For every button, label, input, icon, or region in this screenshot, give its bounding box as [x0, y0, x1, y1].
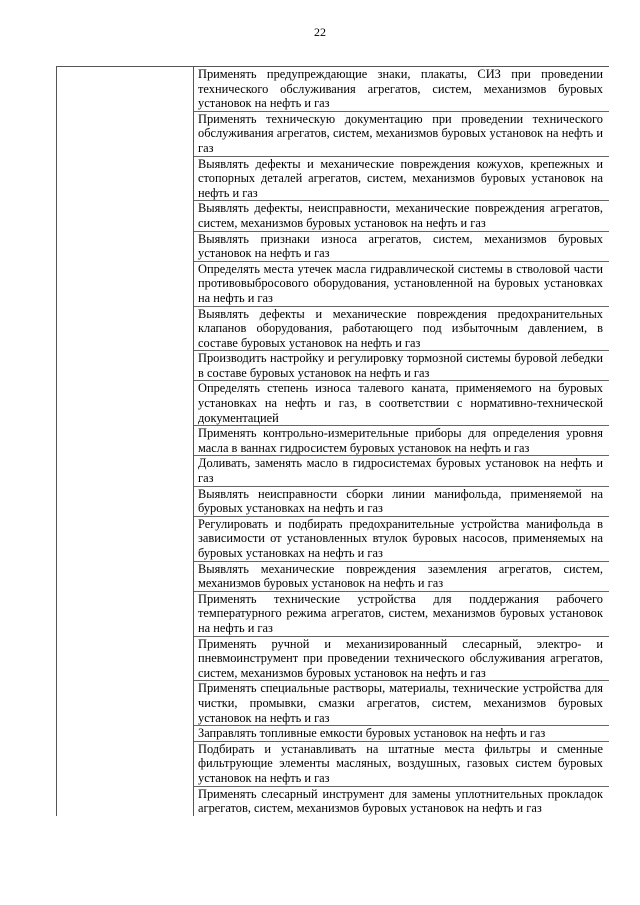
table-row: Выявлять дефекты и механические повреждения кожухов, крепежных и стопорных деталей агрегатов, систем, механизмов буровых установок на нефть и газ: [194, 157, 609, 202]
table-row: Применять специальные растворы, материалы, технические устройства для чистки, промывки, смазки агрегатов, систем, механизмов буровых установок на нефть и газ: [194, 681, 609, 726]
table-row: Выявлять дефекты и механические повреждения предохранительных клапанов оборудования, работающего под избыточным давлением, в составе буровых установок на нефть и газ: [194, 307, 609, 352]
table-row: Применять контрольно-измерительные приборы для определения уровня масла в ваннах гидросистем буровых установок на нефть и газ: [194, 426, 609, 456]
skills-table: [56, 66, 609, 816]
table-row: Применять ручной и механизированный слесарный, электро- и пневмоинструмент при проведении технического обслуживания агрегатов, систем, механизмов буровых установок на нефть и газ: [194, 637, 609, 682]
table-right-column: [194, 67, 609, 816]
table-row: Производить настройку и регулировку тормозной системы буровой лебедки в составе буровых установок на нефть и газ: [194, 351, 609, 381]
table-row: Выявлять неисправности сборки линии манифольда, применяемой на буровых установках на нефть и газ: [194, 487, 609, 517]
table-row: Определять степень износа талевого каната, применяемого на буровых установках на нефть и газ, в соответствии с нормативно-технической документацией: [194, 381, 609, 426]
table-row: Доливать, заменять масло в гидросистемах буровых установок на нефть и газ: [194, 456, 609, 486]
table-row: Применять техническую документацию при проведении технического обслуживания агрегатов, систем, механизмов буровых установок на нефть и газ: [194, 112, 609, 157]
table-row: Выявлять дефекты, неисправности, механические повреждения агрегатов, систем, механизмов буровых установок на нефть и газ: [194, 201, 609, 231]
table-row: Применять технические устройства для поддержания рабочего температурного режима агрегатов, систем, механизмов буровых установок на нефть и газ: [194, 592, 609, 637]
table-row: Выявлять механические повреждения заземления агрегатов, систем, механизмов буровых установок на нефть и газ: [194, 562, 609, 592]
table-row: Применять предупреждающие знаки, плакаты, СИЗ при проведении технического обслуживания агрегатов, систем, механизмов буровых установок на нефть и газ: [194, 67, 609, 112]
table-row: Применять слесарный инструмент для замены уплотнительных прокладок агрегатов, систем, механизмов буровых установок на нефть и газ: [198, 786, 603, 816]
page-number: 22: [314, 25, 326, 39]
table-row: Выявлять признаки износа агрегатов, систем, механизмов буровых установок на нефть и газ: [194, 232, 609, 262]
table-row: Заправлять топливные емкости буровых установок на нефть и газ: [194, 726, 609, 742]
table-row: Определять места утечек масла гидравлической системы в стволовой части противовыбросового оборудования, установленной на буровых установках на нефть и газ: [194, 262, 609, 307]
table-row: Регулировать и подбирать предохранительные устройства манифольда в зависимости от установленных втулок буровых насосов, применяемых на буровых установках на нефть и газ: [194, 517, 609, 562]
table-left-column: [57, 67, 194, 816]
table-row: Подбирать и устанавливать на штатные места фильтры и сменные фильтрующие элементы масляных, воздушных, газовых систем буровых установок на нефть и газ: [194, 742, 609, 787]
